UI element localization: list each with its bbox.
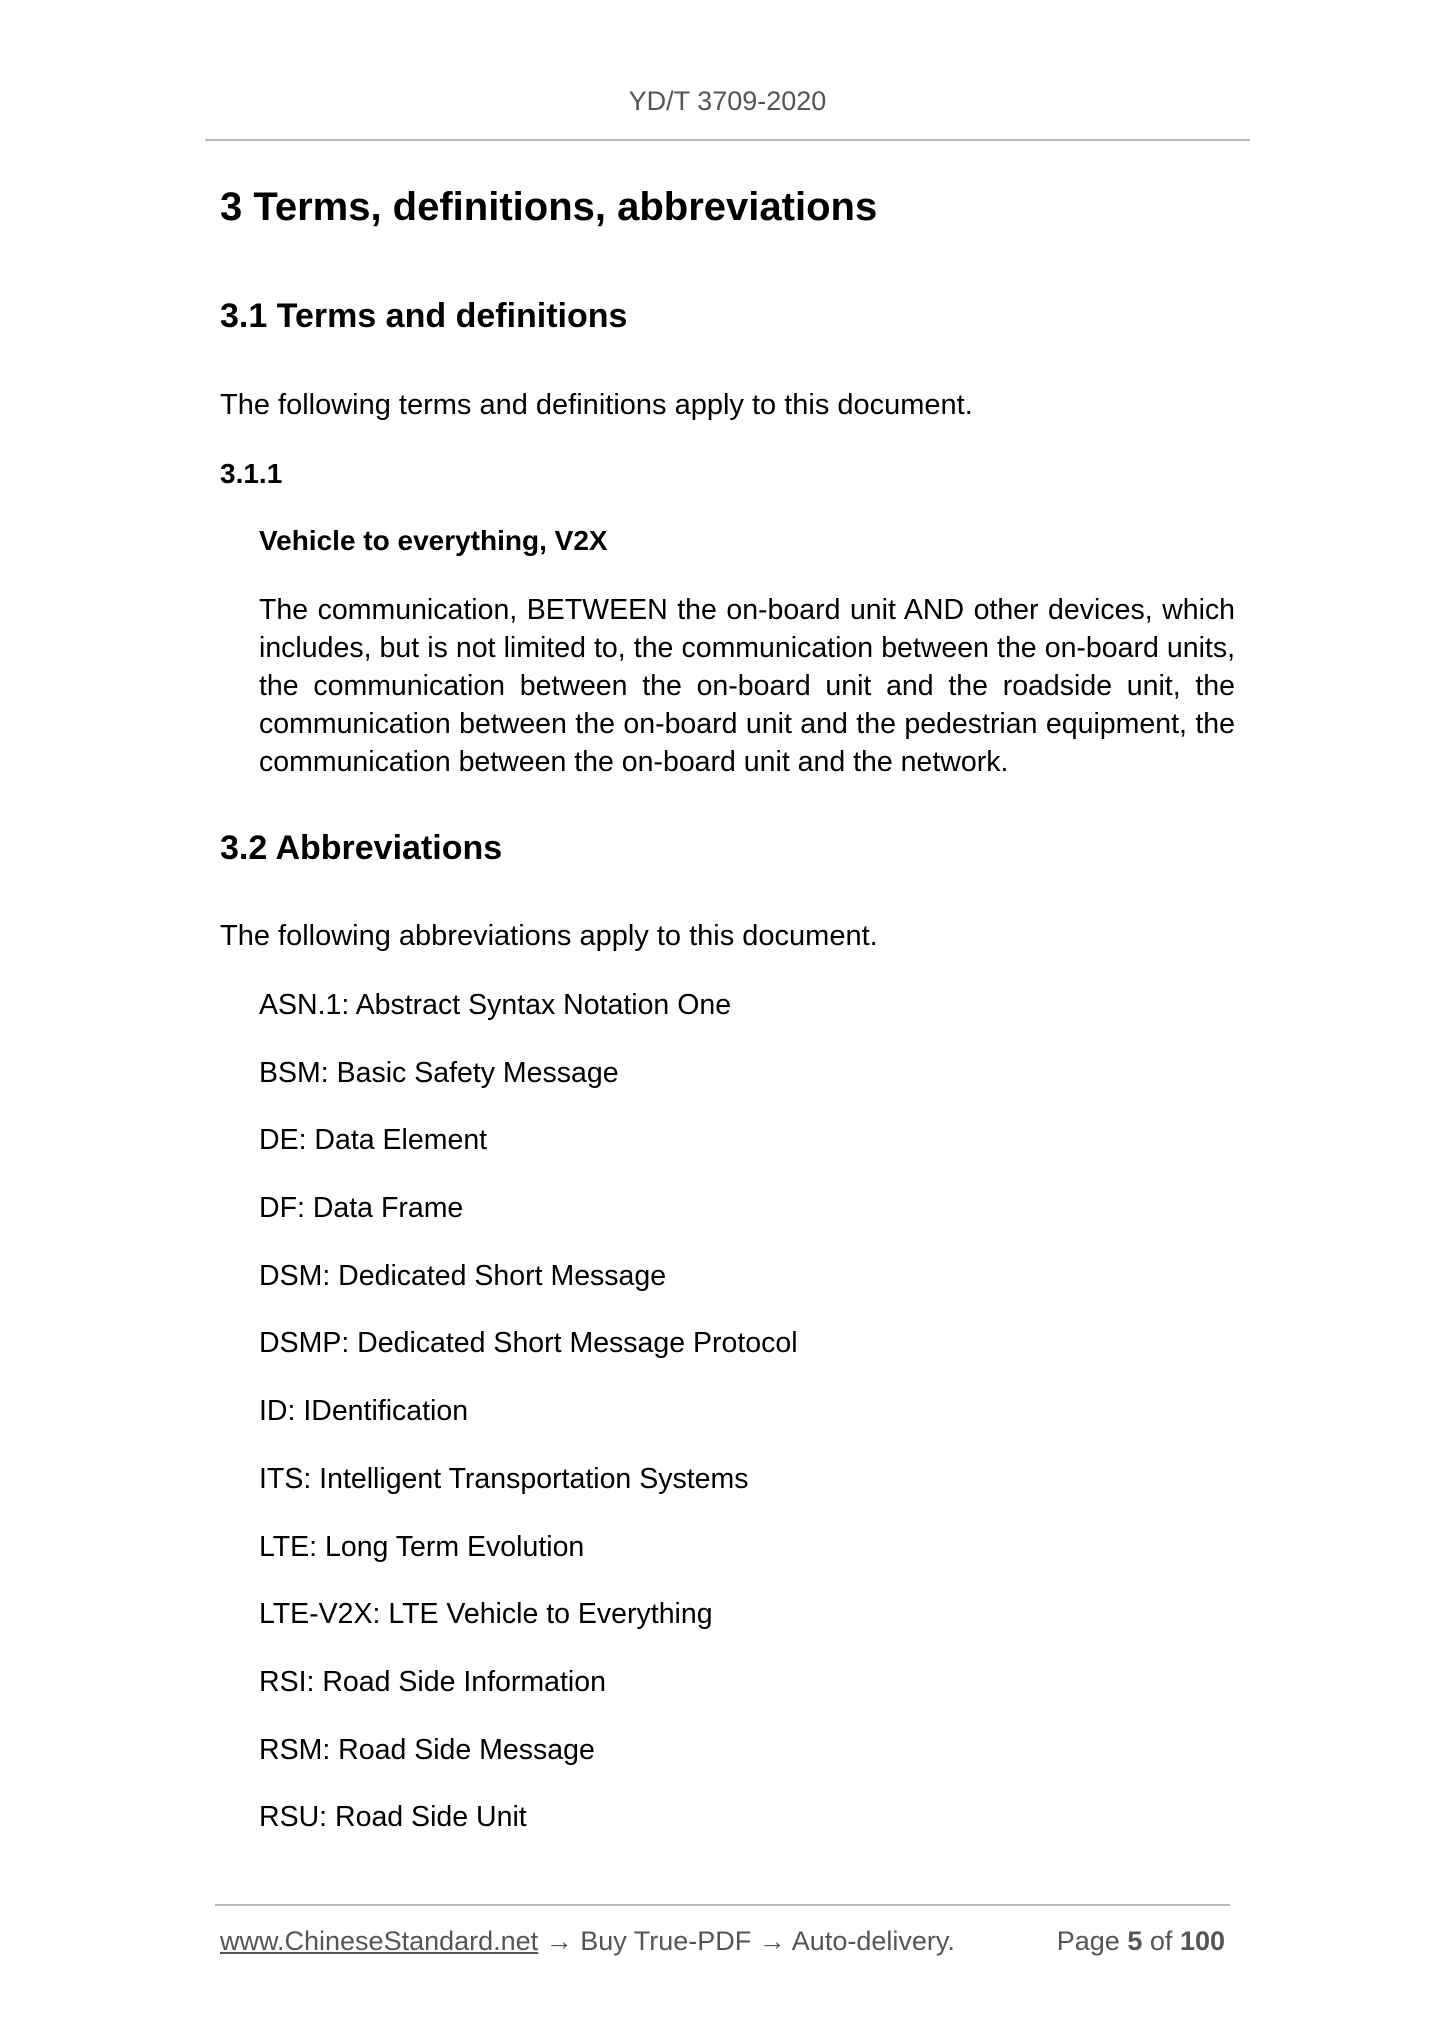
page-total: 100 bbox=[1179, 1926, 1225, 1956]
abbreviation-item: LTE-V2X: LTE Vehicle to Everything bbox=[259, 1598, 713, 1631]
page-number-indicator bbox=[1057, 1926, 1225, 1957]
abbreviation-item: BSM: Basic Safety Message bbox=[259, 1056, 619, 1089]
page-of-label: of bbox=[1149, 1926, 1173, 1956]
section-3-2-heading: 3.2 Abbreviations bbox=[220, 829, 503, 867]
abbreviation-item: RSM: Road Side Message bbox=[259, 1733, 595, 1766]
term-number: 3.1.1 bbox=[220, 458, 283, 489]
abbreviation-item: RSU: Road Side Unit bbox=[259, 1801, 527, 1834]
footer-buy-text: Buy True-PDF bbox=[580, 1926, 752, 1956]
abbreviation-item: ASN.1: Abstract Syntax Notation One bbox=[259, 989, 732, 1021]
abbreviation-item: DSM: Dedicated Short Message bbox=[259, 1259, 667, 1292]
abbreviation-item: LTE: Long Term Evolution bbox=[259, 1530, 585, 1563]
abbreviation-item: DE: Data Element bbox=[259, 1124, 488, 1157]
abbreviation-item: DSMP: Dedicated Short Message Protocol bbox=[259, 1327, 798, 1360]
arrow-right-icon: → bbox=[758, 1926, 786, 1956]
section-3-2-intro: The following abbreviations apply to this document. bbox=[220, 920, 878, 952]
page-header-doc-id: YD/T 3709-2020 bbox=[628, 86, 827, 116]
abbreviation-item: ITS: Intelligent Transportation Systems bbox=[259, 1462, 749, 1495]
term-definition: The communication, BETWEEN the on-board unit AND other devices, which includes, but is not limited to, the communication between the on-board units, the communication between the on-board unit and the roadside unit, the communication between the on-board unit and the pedestrian equipment, the communication between the on-board unit and the network. bbox=[259, 594, 1235, 778]
abbreviation-item: RSI: Road Side Information bbox=[259, 1665, 606, 1698]
abbreviation-list bbox=[259, 988, 798, 1868]
footer-site-link[interactable]: www.ChineseStandard.net bbox=[220, 1926, 539, 1956]
page-label: Page bbox=[1056, 1926, 1120, 1956]
abbreviation-item: ID: IDentification bbox=[259, 1395, 469, 1428]
footer-divider bbox=[215, 1904, 1230, 1906]
section-3-1-intro: The following terms and definitions apply to this document. bbox=[220, 389, 973, 421]
arrow-right-icon: → bbox=[545, 1926, 573, 1956]
header-divider bbox=[205, 139, 1250, 141]
term-title: Vehicle to everything, V2X bbox=[259, 525, 608, 556]
page-footer bbox=[220, 1926, 1225, 1957]
footer-delivery-text: Auto-delivery. bbox=[791, 1926, 955, 1956]
abbreviation-item: DF: Data Frame bbox=[259, 1192, 464, 1225]
section-3-heading: 3 Terms, definitions, abbreviations bbox=[220, 185, 878, 229]
section-3-1-heading: 3.1 Terms and definitions bbox=[220, 297, 628, 335]
page-current: 5 bbox=[1127, 1926, 1143, 1956]
